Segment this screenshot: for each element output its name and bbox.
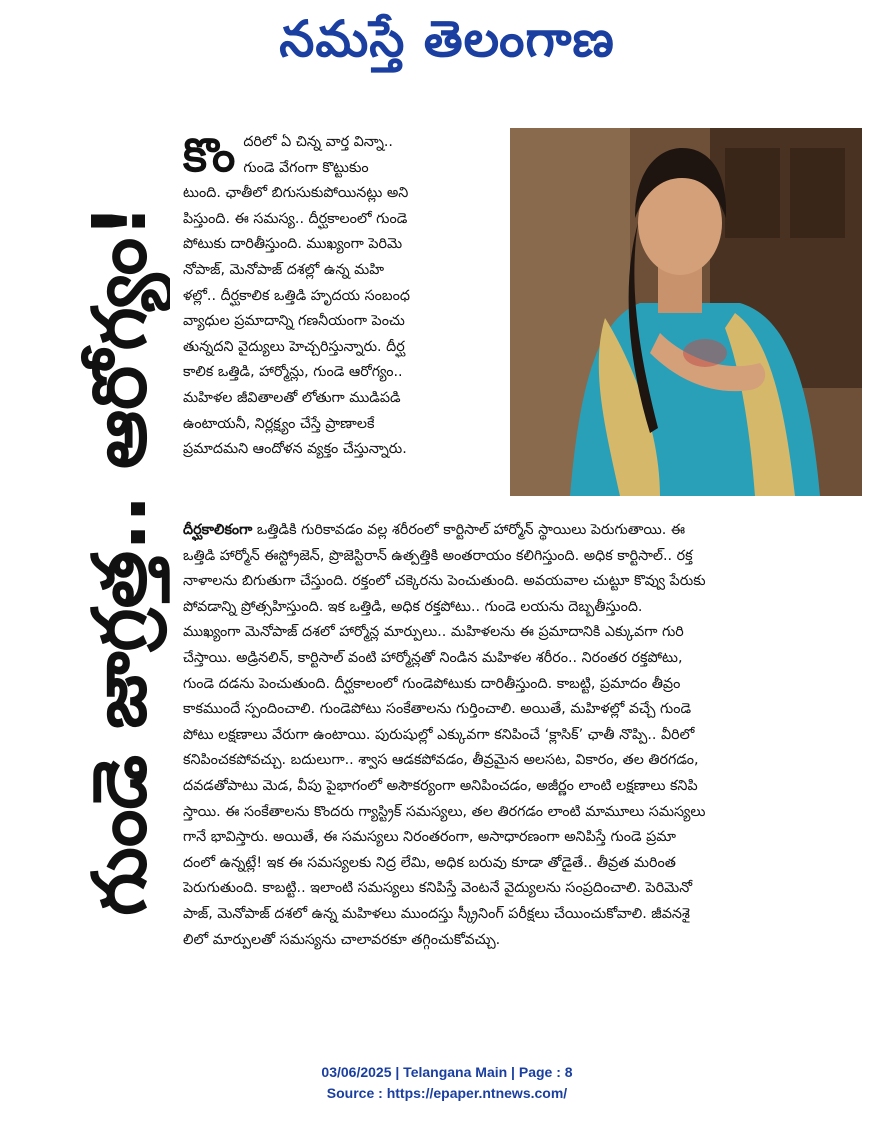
intro-line: ఉంటాయనీ, నిర్లక్ష్యం చేస్తే ప్రాణాలకే [183,415,375,432]
body-line: గానే భావిస్తారు. అయితే, ఈ సమస్యలు నిరంతరంగా, అసాధారణంగా అనిపిస్తే గుండె ప్రమా [183,829,676,846]
body-line: చేస్తాయి. అడ్రినలిన్, కార్టిసాల్ వంటి హార్మోన్లతో నిండిన మహిళల శరీరం.. నిరంతర రక్తపోటు, [183,649,683,666]
intro-line: కాలిక ఒత్తిడి, హార్మోన్లు, గుండె ఆరోగ్యం.. [183,364,403,381]
intro-line: పోటుకు దారితీస్తుంది. ముఖ్యంగా పెరిమె [183,236,403,253]
intro-paragraph [183,130,501,463]
article-body [183,518,863,953]
intro-line: టుంది. ఛాతీలో బిగుసుకుపోయినట్లు అని [183,185,409,202]
headline-text: గుండె జాగ్రత్త.. ఆరోగ్యం! [77,204,164,916]
intro-line: గుండె వేగంగా కొట్టుకుం [243,159,369,176]
lead-word: దీర్ఘకాలికంగా [183,522,253,538]
dropcap: కొం [183,128,236,182]
body-line: స్తాయి. ఈ సంకేతాలను కొందరు గ్యాస్ట్రిక్ సమస్యలు, తల తిరగడం లాంటి మామూలు సమస్యలు [183,803,706,820]
article-photo [510,128,862,496]
body-line: దవడతోపాటు మెడ, వీపు పైభాగంలో అసౌకర్యంగా అనిపించడం, అజీర్ణం లాంటి లక్షణాలు కనిపి [183,777,698,794]
body-line: గుండె దడను పెంచుతుంది. దీర్ఘకాలంలో గుండెపోటుకు దారితీస్తుంది. కాబట్టి, ప్రమాదం తీవ్రం [183,675,681,692]
footer-date-page: 03/06/2025 | Telangana Main | Page : 8 [321,1064,573,1080]
body-line: ఒత్తిడి హార్మోన్ ఈస్ట్రోజెన్, ప్రొజెస్టిరాన్ ఉత్పత్తికి అంతరాయం కలిగిస్తుంది. అధిక కార్టిసాల్.. రక్త [183,547,693,564]
intro-line: వ్యాధుల ప్రమాదాన్ని గణనీయంగా పెంచు [183,313,405,330]
vertical-headline [70,120,170,1000]
body-line: ముఖ్యంగా మెనోపాజ్ దశలో హార్మోన్ల మార్పులు.. మహిళలను ఈ ప్రమాదానికి ఎక్కువగా గురి [183,624,684,641]
body-line: కాకముందే స్పందించాలి. గుండెపోటు సంకేతాలను గుర్తించాలి. అయితే, మహిళల్లో వచ్చే గుండె [183,701,692,718]
body-line: దంలో ఉన్నట్లే! ఇక ఈ సమస్యలకు నిద్ర లేమి, అధిక బరువు కూడా తోడైతే.. తీవ్రత మరింత [183,854,676,871]
footer-source-link[interactable]: Source : https://epaper.ntnews.com/ [326,1085,568,1101]
masthead [0,0,894,78]
body-line: లిలో మార్పులతో సమస్యను చాలావరకూ తగ్గించుకోవచ్చు. [183,931,501,948]
intro-line: నోపాజ్, మెనోపాజ్ దశల్లో ఉన్న మహి [183,261,385,278]
body-line: కనిపించకపోవచ్చు. బదులుగా.. శ్వాస ఆడకపోవడం, తీవ్రమైన అలసట, వికారం, తల తిరగడం, [183,752,699,769]
body-line: నాళాలను బిగుతుగా చేస్తుంది. రక్తంలో చక్కెరను పెంచుతుంది. అవయవాల చుట్టూ కొవ్వు పేరుకు [183,573,706,590]
intro-line: తున్నదని వైద్యులు హెచ్చరిస్తున్నారు. దీర్ఘ [183,338,405,355]
first-line-text: ఒత్తిడికి గురికావడం వల్ల శరీరంలో కార్టిసాల్ హార్మోన్ స్థాయిలు పెరుగుతాయి. ఈ [252,522,686,538]
woman-chest-pain-illustration [510,128,862,496]
body-line: పెరుగుతుంది. కాబట్టి.. ఇలాంటి సమస్యలు కనిపిస్తే వెంటనే వైద్యులను సంప్రదించాలి. పెరిమెనో [183,880,693,897]
body-line: పాజ్, మెనోపాజ్ దశలో ఉన్న మహిళలు ముందస్తు స్క్రీనింగ్ పరీక్షలు చేయించుకోవాలి. జీవనశై [183,905,690,922]
page-footer [0,1062,894,1104]
intro-line: పిస్తుంది. ఈ సమస్య.. దీర్ఘకాలంలో గుండె [183,210,408,227]
intro-line: దరిలో ఏ చిన్న వార్త విన్నా.. [243,134,393,150]
intro-line: మహిళల జీవితాలతో లోతుగా ముడిపడి [183,389,401,406]
intro-line: ళల్లో.. దీర్ఘకాలిక ఒత్తిడి హృదయ సంబంధ [183,287,410,304]
body-line: పోటు లక్షణాలు వేరుగా ఉంటాయి. పురుషుల్లో ఎక్కువగా కనిపించే ‘క్లాసిక్’ ఛాతీ నొప్పి.. వీరిలో [183,726,695,743]
newspaper-title: నమస్తే తెలంగాణ [279,10,615,68]
body-line: పోవడాన్ని ప్రోత్సహిస్తుంది. ఇక ఒత్తిడి, అధిక రక్తపోటు.. గుండె లయను దెబ్బతీస్తుంది. [183,598,643,615]
body-line [183,518,863,544]
intro-line: ప్రమాదమని ఆందోళన వ్యక్తం చేస్తున్నారు. [183,441,407,458]
